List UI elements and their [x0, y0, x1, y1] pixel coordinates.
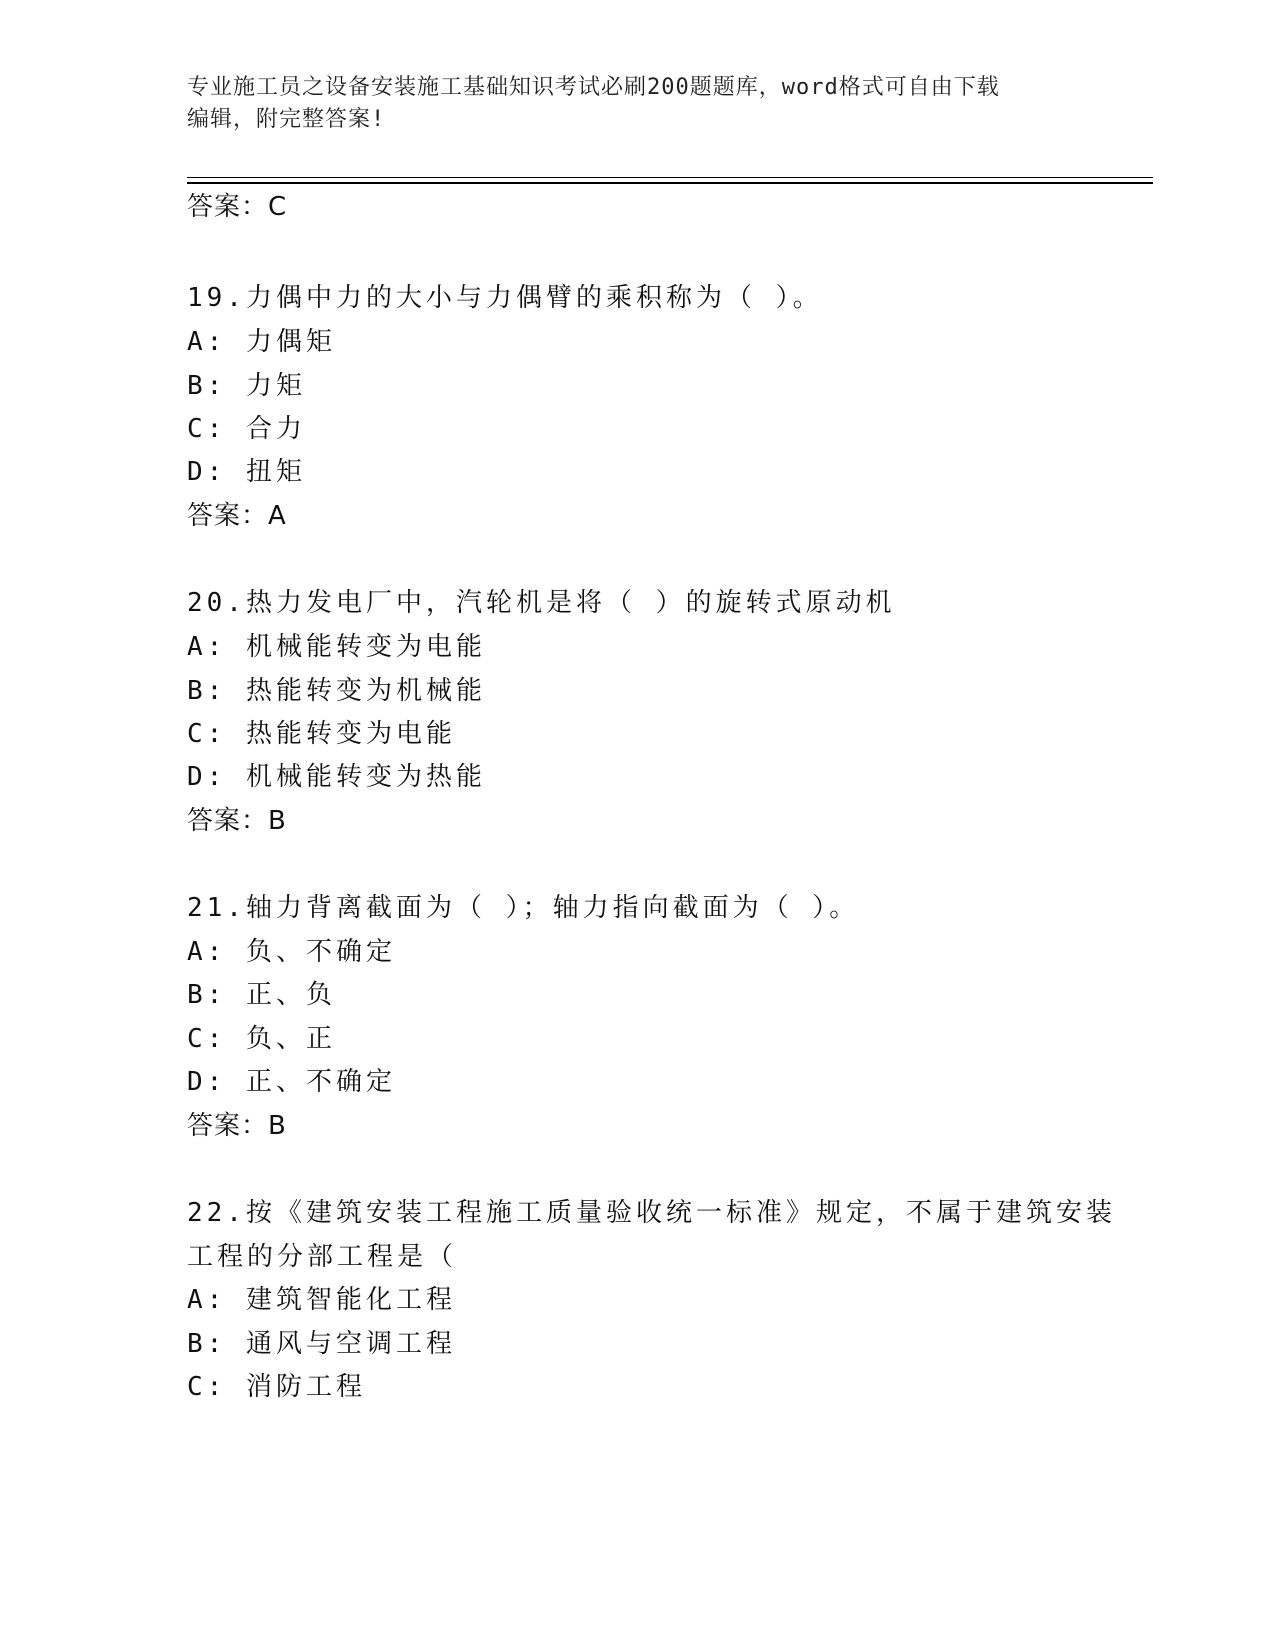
question-stem-line-1: 22.按《建筑安装工程施工质量验收统一标准》规定，不属于建筑安装 — [187, 1198, 1116, 1228]
option-b: B: 热能转变为机械能 — [187, 676, 486, 706]
question-stem: 21.轴力背离截面为（ ）；轴力指向截面为（ ）。 — [187, 893, 860, 923]
option-c: C: 负、正 — [187, 1024, 336, 1054]
answer: 答案：B — [187, 1111, 287, 1141]
header-line-2: 编辑，附完整答案! — [187, 107, 386, 132]
option-a: A: 负、不确定 — [187, 937, 396, 967]
question-stem: 19.力偶中力的大小与力偶臂的乘积称为（ ）。 — [187, 283, 823, 313]
option-d: D: 扭矩 — [187, 457, 306, 487]
document-header — [187, 72, 1087, 136]
option-d: D: 机械能转变为热能 — [187, 762, 486, 792]
option-b: B: 力矩 — [187, 371, 306, 401]
option-c: C: 合力 — [187, 414, 306, 444]
answer: 答案：A — [187, 501, 287, 531]
option-a: A: 机械能转变为电能 — [187, 632, 486, 662]
option-b: B: 正、负 — [187, 980, 336, 1010]
previous-answer: 答案：C — [187, 192, 288, 222]
option-d: D: 正、不确定 — [187, 1067, 396, 1097]
option-a: A: 建筑智能化工程 — [187, 1285, 456, 1315]
answer: 答案：B — [187, 806, 287, 836]
question-stem-line-2: 工程的分部工程是（ — [187, 1242, 458, 1272]
option-c: C: 消防工程 — [187, 1372, 366, 1402]
header-rule-thin — [187, 177, 1153, 178]
header-line-1: 专业施工员之设备安装施工基础知识考试必刷200题题库，word格式可自由下载 — [187, 75, 1000, 100]
option-a: A: 力偶矩 — [187, 327, 336, 357]
header-rule-thick — [187, 182, 1153, 184]
option-c: C: 热能转变为电能 — [187, 719, 456, 749]
option-b: B: 通风与空调工程 — [187, 1329, 456, 1359]
question-stem: 20.热力发电厂中，汽轮机是将（ ）的旋转式原动机 — [187, 588, 896, 618]
